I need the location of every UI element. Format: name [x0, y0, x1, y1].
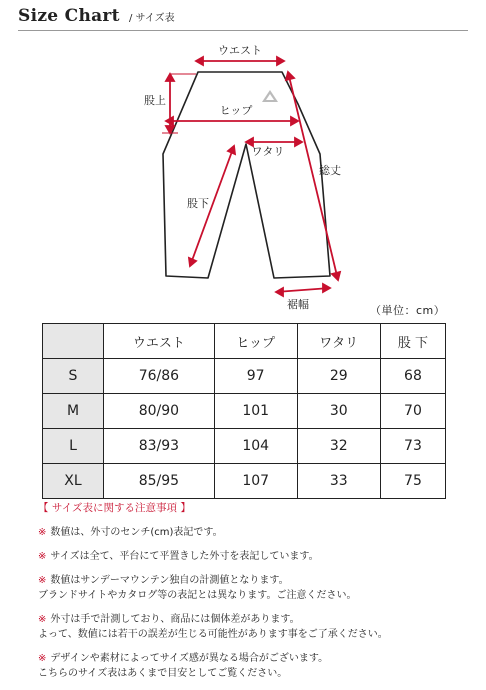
page-title: Size Chart [18, 6, 120, 26]
note-item [38, 612, 478, 642]
label-hip: ヒップ [219, 104, 253, 117]
note-text-continued: こちらのサイズ表はあくまで目安としてご覧ください。 [38, 668, 288, 679]
table-cell: 97 [214, 359, 297, 394]
waist-arrowhead-right [277, 57, 284, 65]
table-cell: 73 [380, 429, 445, 464]
label-rise: 股上 [144, 94, 166, 107]
size-table [42, 323, 446, 499]
hem-arrow [276, 288, 330, 292]
table-cell: 104 [214, 429, 297, 464]
note-mark: ※ [38, 575, 47, 586]
header [18, 6, 468, 32]
length-arrowhead-bottom [332, 272, 340, 280]
note-mark: ※ [38, 551, 47, 562]
label-hem: 裾幅 [287, 298, 309, 311]
header-waist: ウエスト [104, 324, 215, 359]
note-text: 数値はサンデーマウンテン独自の計測値となります。 [50, 575, 289, 586]
table-row [43, 464, 446, 499]
table-cell: 29 [297, 359, 380, 394]
page-subtitle: / サイズ表 [128, 13, 175, 24]
note-text-continued: よって、数値には若干の誤差が生じる可能性があります事をご了承ください。 [38, 629, 388, 640]
table-cell: 107 [214, 464, 297, 499]
table-cell: 68 [380, 359, 445, 394]
table-row [43, 359, 446, 394]
notes-section [38, 500, 478, 690]
note-text-continued: ブランドサイトやカタログ等の表記とは異なります。ご注意ください。 [38, 590, 357, 601]
note-text: 数値は、外寸のセンチ(cm)表記です。 [50, 527, 223, 538]
table-row [43, 394, 446, 429]
rise-arrowhead-top [166, 74, 174, 81]
header-thigh: ワタリ [297, 324, 380, 359]
table-cell: 70 [380, 394, 445, 429]
length-arrowhead-top [286, 72, 294, 80]
table-cell: 33 [297, 464, 380, 499]
label-waist: ウエスト [218, 44, 262, 57]
header-hip: ヒップ [214, 324, 297, 359]
label-inseam: 股下 [187, 197, 209, 210]
size-cell: S [43, 359, 104, 394]
note-text: サイズは全て、平台にて平置きした外寸を表記しています。 [50, 551, 319, 562]
unit-label: （単位：cm） [370, 304, 446, 317]
size-cell: M [43, 394, 104, 429]
table-cell: 85/95 [104, 464, 215, 499]
notes-title: 【 サイズ表に関する注意事項 】 [38, 502, 191, 514]
note-mark: ※ [38, 527, 47, 538]
note-item [38, 549, 478, 564]
note-text: 外寸は手で計測しており、商品には個体差があります。 [50, 614, 300, 625]
label-length: 総丈 [319, 164, 341, 177]
title-divider [18, 30, 468, 31]
table-cell: 32 [297, 429, 380, 464]
table-cell: 75 [380, 464, 445, 499]
pants-outline [163, 72, 330, 278]
note-item [38, 573, 478, 603]
table-corner-cell [43, 324, 104, 359]
table-cell: 30 [297, 394, 380, 429]
note-mark: ※ [38, 614, 47, 625]
table-cell: 101 [214, 394, 297, 429]
table-cell: 76/86 [104, 359, 215, 394]
size-cell: XL [43, 464, 104, 499]
header-inseam: 股 下 [380, 324, 445, 359]
table-row [43, 429, 446, 464]
note-mark: ※ [38, 653, 47, 664]
note-item [38, 525, 478, 540]
size-cell: L [43, 429, 104, 464]
waist-arrowhead-left [196, 57, 203, 65]
note-item [38, 651, 478, 681]
note-text: デザインや素材によってサイズ感が異なる場合がございます。 [50, 653, 329, 664]
pants-diagram [0, 34, 486, 324]
label-thigh: ワタリ [251, 145, 285, 158]
table-header-row [43, 324, 446, 359]
table-cell: 80/90 [104, 394, 215, 429]
table-cell: 83/93 [104, 429, 215, 464]
hem-arrowhead-left [276, 288, 283, 296]
hem-arrowhead-right [323, 284, 330, 292]
